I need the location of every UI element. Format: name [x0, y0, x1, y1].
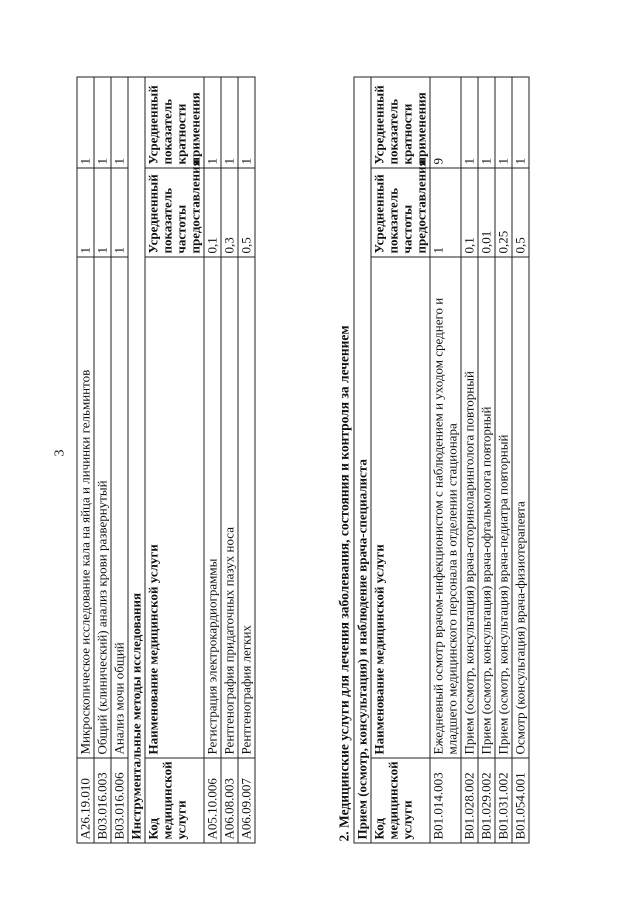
header-multiplicity: Усредненный показатель кратности применения — [371, 76, 430, 167]
service-name-cell: Ежедневный осмотр врачом-инфекционистом с наблюдением и уходом среднего и младшего медицинского персонала в отделении стационара — [430, 257, 461, 758]
service-code-cell: B03.016.003 — [94, 758, 111, 843]
table-header-row — [145, 77, 204, 843]
frequency-cell: 1 — [430, 168, 461, 257]
service-name-cell: Регистрация электрокардиограммы — [204, 257, 221, 758]
service-name-cell: Рентгенография придаточных пазух носа — [221, 257, 238, 758]
table-row — [111, 77, 128, 843]
header-name: Наименование медицинской услуги — [371, 257, 430, 758]
multiplicity-cell: 1 — [111, 77, 128, 168]
table-row — [77, 77, 94, 843]
header-multiplicity: Усредненный показатель кратности применения — [145, 77, 204, 168]
frequency-cell: 0,1 — [461, 168, 478, 257]
table-row — [478, 76, 495, 842]
table-row — [512, 76, 529, 842]
frequency-cell: 0,5 — [512, 168, 529, 257]
section-title-row — [128, 77, 145, 843]
frequency-cell: 0,5 — [238, 168, 255, 257]
instrumental-methods-title: Инструментальные методы исследования — [128, 77, 145, 843]
frequency-cell: 0,1 — [204, 168, 221, 257]
service-code-cell: A06.09.007 — [238, 758, 255, 843]
diagnostics-table — [76, 76, 255, 843]
header-frequency: Усредненный показатель частоты предоставления — [145, 168, 204, 257]
service-name-cell: Анализ мочи общий — [111, 257, 128, 758]
page-number: 3 — [52, 449, 67, 456]
frequency-cell: 1 — [111, 168, 128, 257]
table-row — [204, 77, 221, 843]
service-code-cell: B01.029.002 — [478, 758, 495, 843]
service-name-cell: Общий (клинический) анализ крови развернутый — [94, 257, 111, 758]
frequency-cell: 0,25 — [495, 168, 512, 257]
service-code-cell: A06.08.003 — [221, 758, 238, 843]
multiplicity-cell: 1 — [221, 77, 238, 168]
service-code-cell: B01.054.001 — [512, 758, 529, 843]
multiplicity-cell: 1 — [204, 77, 221, 168]
service-code-cell: B01.028.002 — [461, 758, 478, 843]
header-code: Код медицинской услуги — [145, 758, 204, 843]
frequency-cell: 0,01 — [478, 168, 495, 257]
section-title-row — [354, 76, 371, 842]
frequency-cell: 0,3 — [221, 168, 238, 257]
header-name: Наименование медицинской услуги — [145, 257, 204, 758]
table-header-row — [371, 76, 430, 842]
table-row — [495, 76, 512, 842]
service-name-cell: Прием (осмотр, консультация) врача-офтальмолога повторный — [478, 257, 495, 758]
table-row — [238, 77, 255, 843]
service-code-cell: B01.031.002 — [495, 758, 512, 843]
diagnostics-table-section — [76, 77, 255, 843]
multiplicity-cell: 1 — [512, 76, 529, 167]
multiplicity-cell: 1 — [238, 77, 255, 168]
service-name-cell: Прием (осмотр, консультация) врача-оториноларинголога повторный — [461, 257, 478, 758]
table-row — [461, 76, 478, 842]
service-code-cell: A05.10.006 — [204, 758, 221, 843]
service-name-cell: Осмотр (консультация) врача-физиотерапевта — [512, 257, 529, 758]
service-name-cell: Прием (осмотр, консультация) врача-педиатра повторный — [495, 257, 512, 758]
header-code: Код медицинской услуги — [371, 758, 430, 843]
treatment-services-section — [336, 77, 529, 843]
multiplicity-cell: 1 — [77, 77, 94, 168]
treatment-services-table — [353, 76, 529, 843]
frequency-cell: 1 — [94, 168, 111, 257]
multiplicity-cell: 1 — [461, 76, 478, 167]
service-name-cell: Рентгенография легких — [238, 257, 255, 758]
section-title: 2. Медицинские услуги для лечения заболевания, состояния и контроля за лечением — [336, 324, 351, 841]
table-row — [94, 77, 111, 843]
table-row — [221, 77, 238, 843]
frequency-cell: 1 — [77, 168, 94, 257]
multiplicity-cell: 9 — [430, 76, 461, 167]
header-frequency: Усредненный показатель частоты предоставления — [371, 168, 430, 257]
multiplicity-cell: 1 — [94, 77, 111, 168]
section-subtitle: Прием (осмотр, консультация) и наблюдение врача-специалиста — [354, 76, 371, 842]
service-code-cell: A26.19.010 — [77, 758, 94, 843]
service-code-cell: B01.014.003 — [430, 758, 461, 843]
service-name-cell: Микроскопическое исследование кала на яйца и личинки гельминтов — [77, 257, 94, 758]
table-row — [430, 76, 461, 842]
multiplicity-cell: 1 — [478, 76, 495, 167]
multiplicity-cell: 1 — [495, 76, 512, 167]
service-code-cell: B03.016.006 — [111, 758, 128, 843]
